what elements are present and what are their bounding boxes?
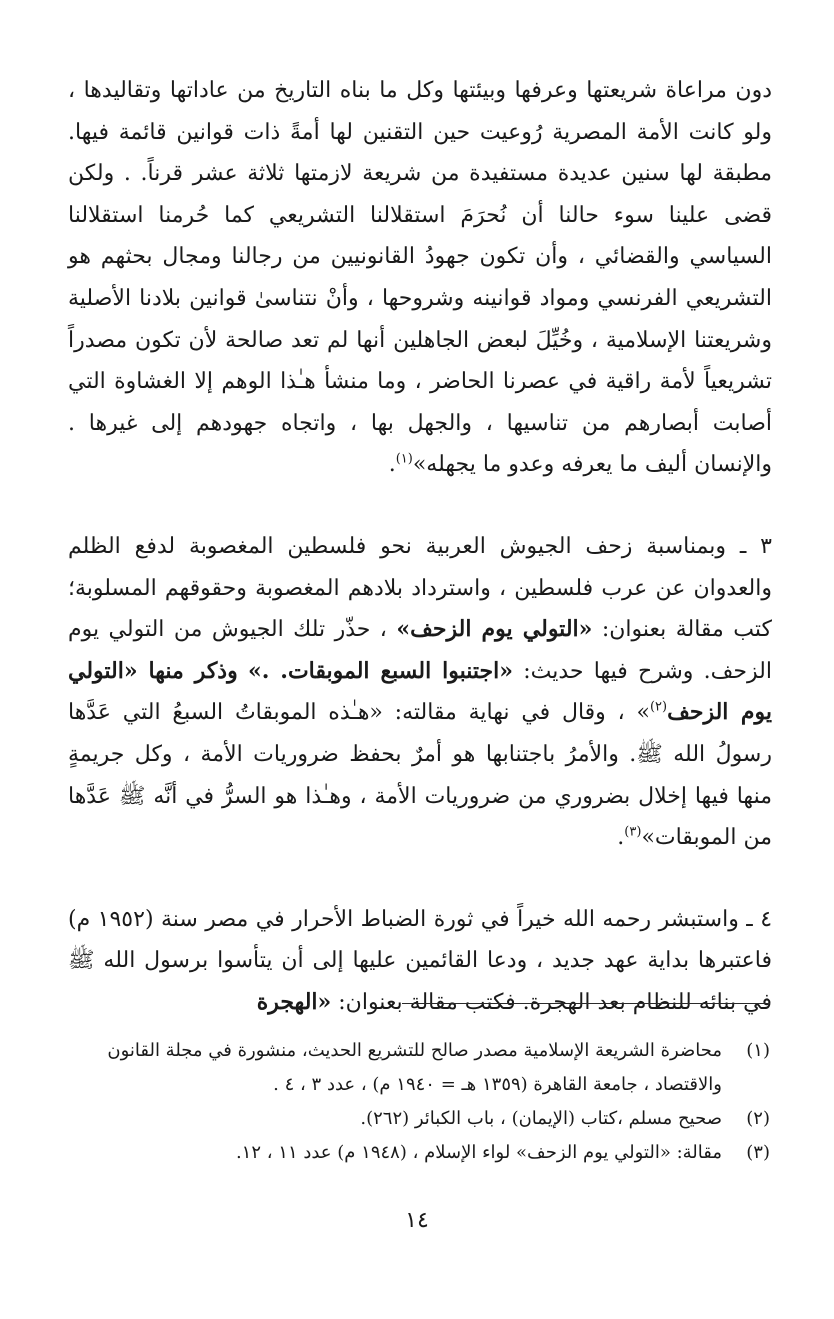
paragraph-text: ٣ ـ وبمناسبة زحف الجيوش العربية نحو فلسطين المغصوبة لدفع الظلم والعدوان عن عرب فلسطين ، واسترداد بلادهم المغصوبة وحقوقهم المسلوبة؛ كتب مقالة بعنوان:	[68, 533, 772, 643]
footnote-number: (١)	[746, 1040, 770, 1061]
main-text	[68, 70, 772, 1023]
paragraph-tail: .	[388, 452, 396, 478]
footnote-item	[70, 1102, 770, 1136]
footnote-text: صحيح مسلم ،كتاب (الإيمان) ، باب الكبائر (٢٦٢).	[360, 1108, 722, 1129]
article-title: «الهجرة	[256, 988, 332, 1015]
footnote-item	[70, 1034, 770, 1102]
footnote-text: محاضرة الشريعة الإسلامية مصدر صالح للتشريع الحديث، منشورة في مجلة القانون والاقتصاد ، جامعة القاهرة (١٣٥٩ هـ = ١٩٤٠ م) ، عدد ٣ ، ٤ .	[107, 1040, 722, 1095]
paragraph-item-3	[68, 526, 772, 859]
paragraph-text: ، حذّر تلك الجيوش من التولي يوم الزحف. وشرح فيها حديث:	[68, 617, 772, 684]
paragraph-tail: .	[617, 825, 625, 851]
article-title: «التولي يوم الزحف»	[396, 616, 593, 643]
footnote-ref-2: (٢)	[649, 699, 668, 715]
paragraph-continued	[68, 70, 772, 486]
hadith-quote: وذكر منها «التولي يوم الزحف	[68, 657, 772, 726]
hadith-title: «اجتنبوا السبع الموبقات. .»	[247, 657, 513, 684]
paragraph-item-4	[68, 899, 772, 1024]
footnote-number: (٢)	[746, 1108, 770, 1129]
paragraph-text: دون مراعاة شريعتها وعرفها وبيئتها وكل ما بناه التاريخ من عاداتها وتقاليدها ، ولو كانت الأمة المصرية رُوعيت حين التقنين لها أمةً ذات قوانين قائمة فيها. مطبقة لها سنين عديدة مستفيدة من شريعة لازمتها ثلاثة عشر قرناً. . ولكن قضى علينا سوء حالنا أن نُحرَمَ استقلالنا التشريعي كما حُرمنا استقلالنا السياسي والقضائي ، وأن تكون جهودُ القانونيين من رجالنا ومجال بحثهم هو التشريعي الفرنسي ومواد قوانينه وشروحها ، وأنْ نتناسىٰ قوانين بلادنا الأصلية وشريعتنا الإسلامية ، وخُيِّلَ لبعض الجاهلين أنها لم تعد صالحة لأن تكون مصدراً تشريعياً لأمة راقية في عصرنا الحاضر ، وما منشأ هـٰذا الوهم إلا الغشاوة التي أصابت أبصارهم من تناسيها ، والجهل بها ، واتجاه جهودهم إلى غيرها . والإنسان أليف ما يعرفه وعدو ما يجهله»	[68, 78, 772, 478]
page-number: ١٤	[405, 1208, 429, 1233]
paragraph-text	[238, 659, 248, 684]
footnote-number: (٣)	[746, 1142, 770, 1163]
footnote-text: مقالة: «التولي يوم الزحف» لواء الإسلام ، (١٩٤٨ م) عدد ١١ ، ١٢.	[235, 1142, 722, 1163]
footnote-ref-3: (٣)	[624, 824, 642, 840]
footnote-item	[70, 1136, 770, 1170]
footnote-divider	[402, 1003, 770, 1004]
footnote-ref-1: (١)	[395, 452, 413, 468]
paragraph-text: ٤ ـ واستبشر رحمه الله خيراً في ثورة الضباط الأحرار في مصر سنة (١٩٥٢ م) فاعتبرها بداية عهد جديد ، ودعا القائمين عليها إلى أن يتأسوا برسول الله ﷺ في بنائه للنظام بعد الهجرة. فكتب مقالة بعنوان:	[68, 906, 773, 1015]
footnotes	[70, 1034, 770, 1170]
paragraph-text: » ، وقال في نهاية مقالته: «هـٰذه الموبقاتُ السبعُ التي عَدَّها رسولُ الله ﷺ. والأمرُ باجتنابها هو أمرٌ بحفظ ضروريات الأمة ، وكل جريمةٍ منها فيها إخلال بضروري من ضروريات الأمة ، وهـٰذا هو السرُّ في أنَّه ﷺ عَدَّها من الموبقات»	[68, 700, 772, 851]
